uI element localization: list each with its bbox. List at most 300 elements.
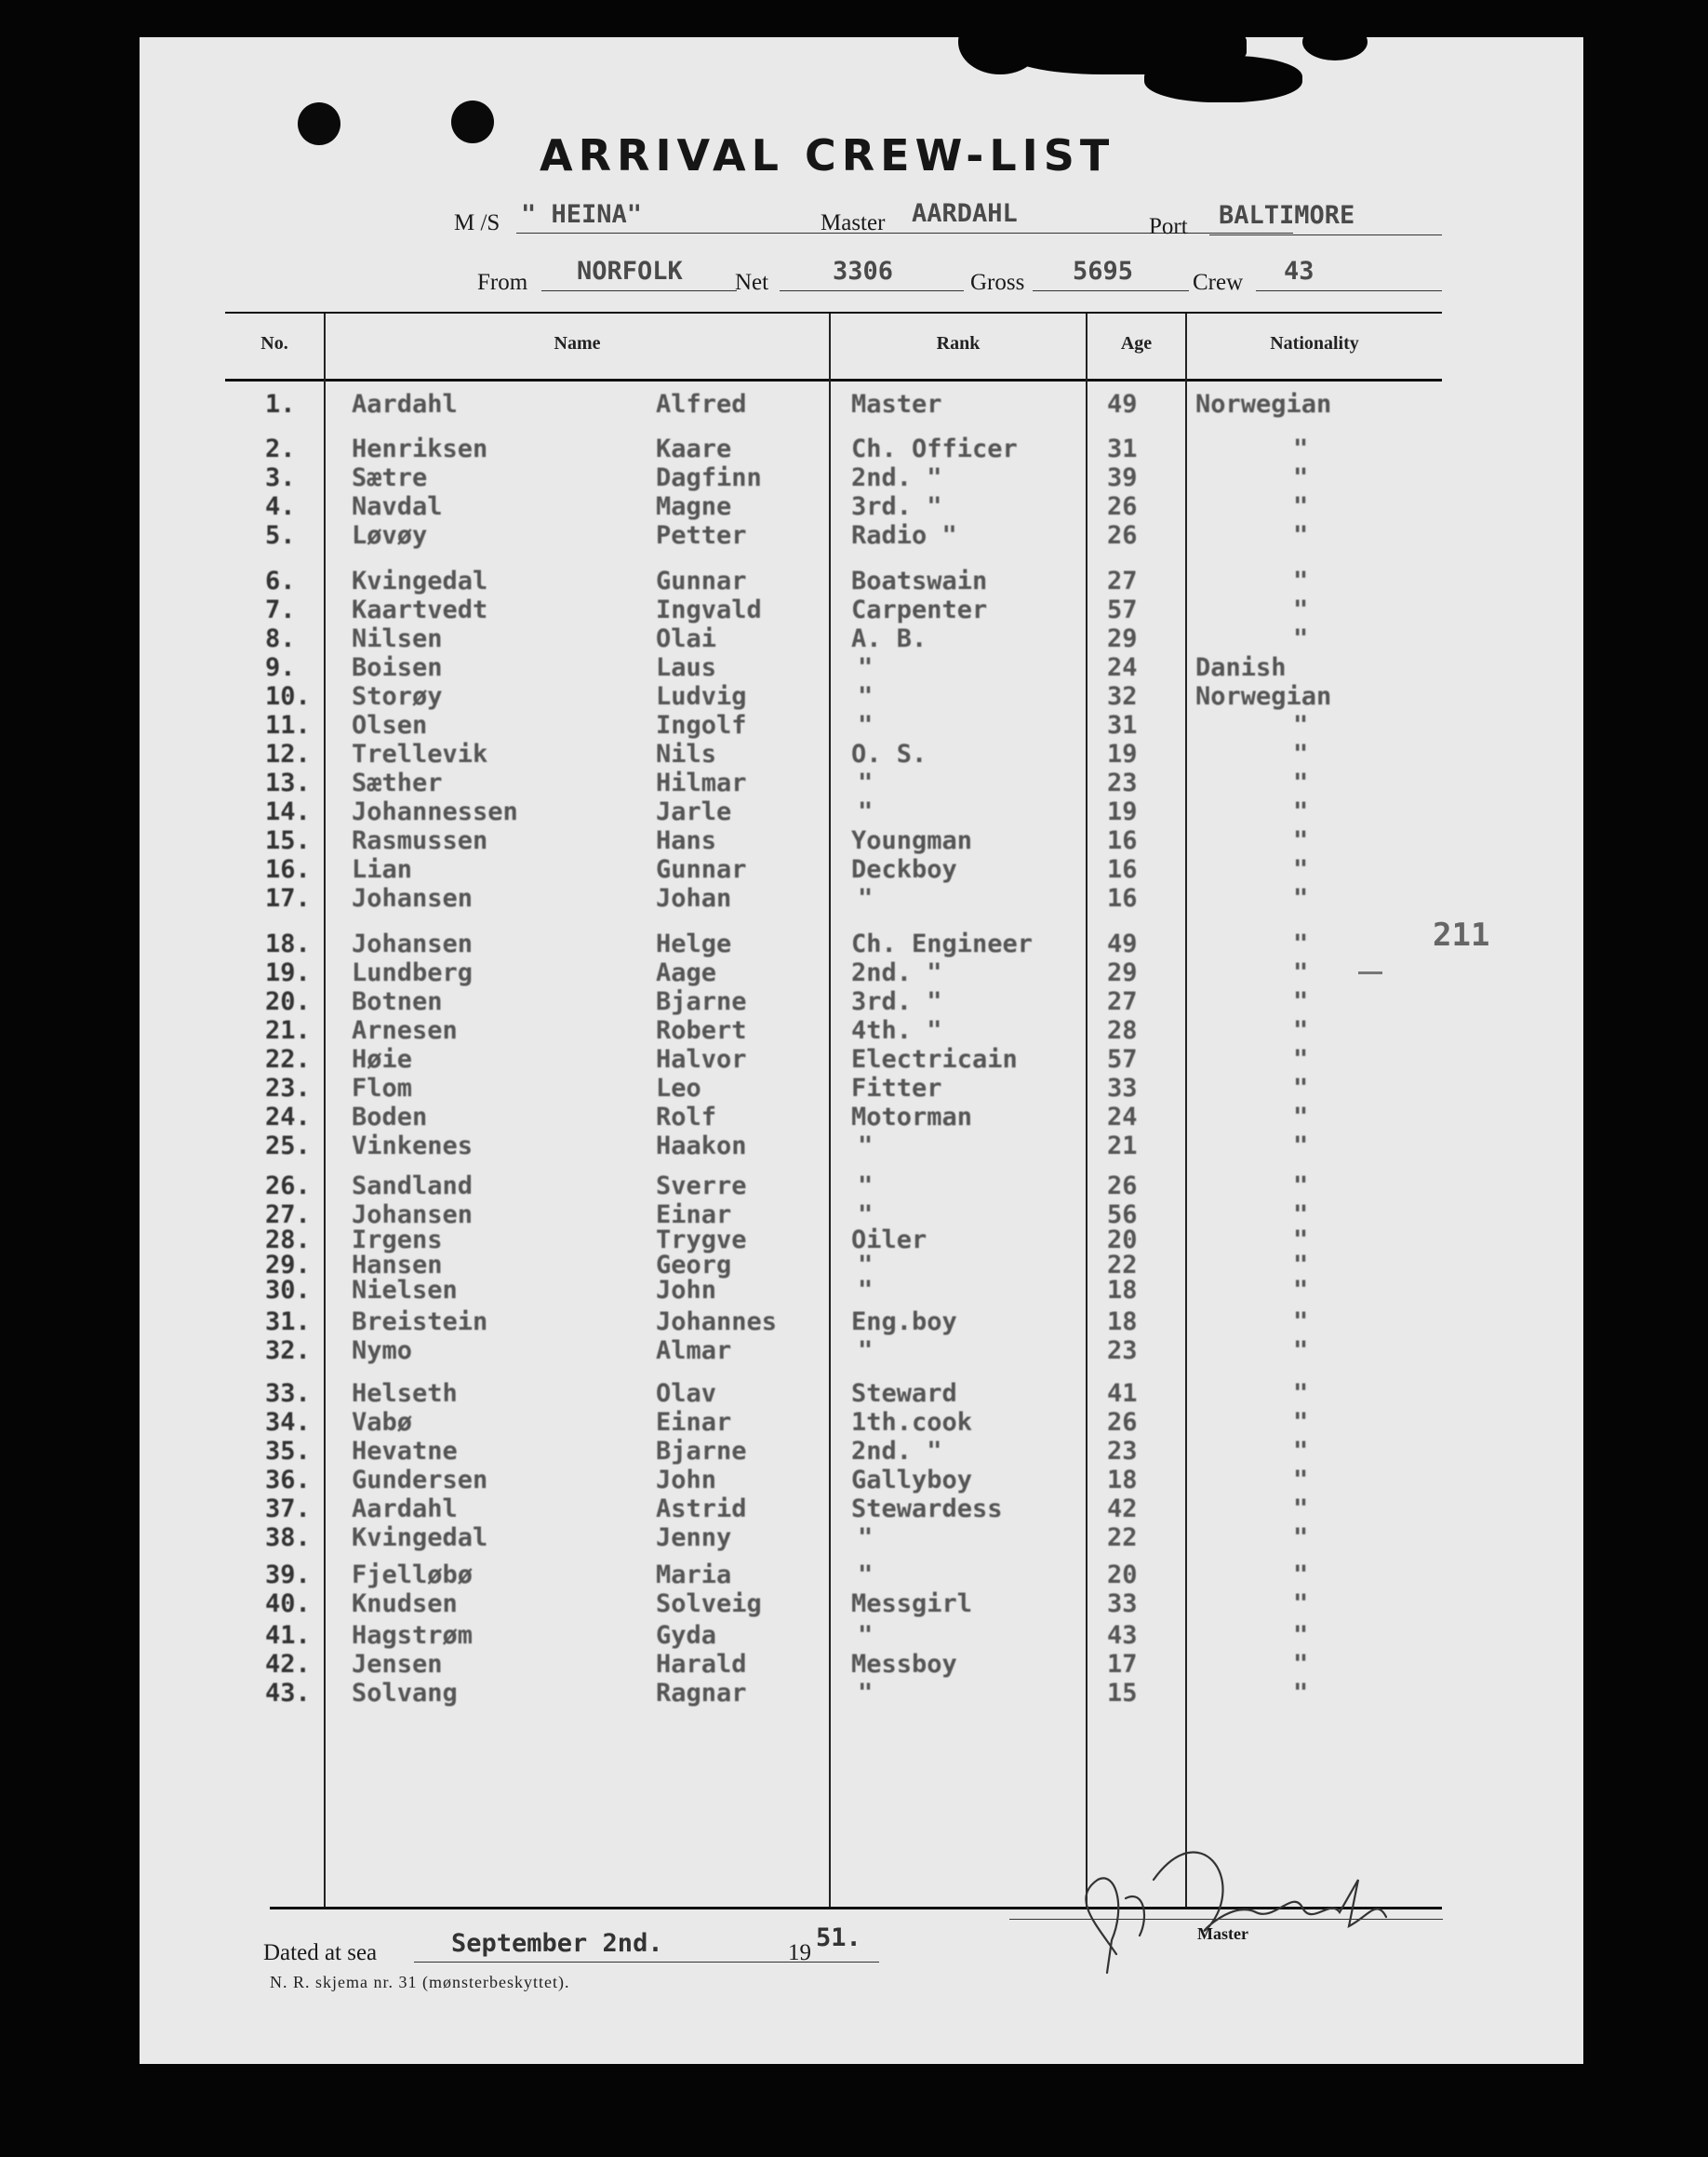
table-row: [140, 1438, 1583, 1466]
crew-age: 15: [1107, 1679, 1138, 1708]
crew-age: 22: [1107, 1251, 1138, 1279]
crew-rank: 2nd. ": [851, 463, 942, 492]
crew-surname: Solvang: [352, 1679, 458, 1708]
column-header-name: Name: [554, 333, 601, 354]
crew-nationality: Danish: [1195, 653, 1287, 682]
crew-surname: Storøy: [352, 682, 443, 711]
crew-surname: Løvøy: [352, 521, 428, 550]
crew-rank: 3rd. ": [851, 492, 942, 521]
crew-age: 22: [1107, 1523, 1138, 1552]
crew-surname: Hansen: [352, 1251, 443, 1279]
crew-nationality: ": [1293, 1132, 1309, 1160]
crew-rank: ": [858, 1523, 874, 1552]
crew-number: 41.: [265, 1621, 311, 1650]
crew-number: 36.: [265, 1466, 311, 1494]
crew-nationality: ": [1293, 567, 1309, 596]
master-label: Master: [821, 210, 886, 235]
crew-rank: Steward: [851, 1379, 957, 1408]
crew-label: Crew: [1193, 270, 1244, 295]
crew-nationality: ": [1293, 1276, 1309, 1305]
crew-number: 7.: [265, 596, 296, 624]
master-signature-label: Master: [1197, 1924, 1248, 1943]
crew-age: 20: [1107, 1226, 1138, 1254]
crew-surname: Trellevik: [352, 740, 488, 769]
crew-surname: Vabø: [352, 1408, 413, 1437]
crew-rank: ": [858, 653, 874, 682]
crew-first-name: Halvor: [656, 1045, 747, 1074]
crew-number: 34.: [265, 1408, 311, 1437]
underline: [902, 233, 1293, 234]
crew-surname: Nymo: [352, 1336, 413, 1365]
table-top-rule: [225, 312, 1442, 314]
crew-count: 43: [1284, 257, 1314, 286]
crew-age: 28: [1107, 1016, 1138, 1045]
crew-nationality: ": [1293, 797, 1309, 826]
crew-rank: ": [858, 1621, 874, 1650]
crew-rank: Radio ": [851, 521, 957, 550]
table-row: [140, 435, 1583, 463]
crew-first-name: Bjarne: [656, 1437, 747, 1466]
crew-nationality: ": [1293, 930, 1309, 958]
crew-number: 2.: [265, 435, 296, 463]
from-label: From: [477, 270, 528, 295]
crew-nationality: ": [1293, 1379, 1309, 1408]
crew-number: 16.: [265, 855, 311, 884]
crew-nationality: ": [1293, 1561, 1309, 1589]
crew-surname: Breistein: [352, 1307, 488, 1336]
crew-first-name: Petter: [656, 521, 747, 550]
crew-first-name: John: [656, 1276, 717, 1305]
crew-first-name: Rolf: [656, 1103, 717, 1132]
crew-age: 18: [1107, 1276, 1138, 1305]
master-name: AARDAHL: [912, 199, 1018, 228]
port-name: BALTIMORE: [1219, 201, 1355, 230]
table-row: [140, 493, 1583, 521]
crew-rank: 1th.cook: [851, 1408, 973, 1437]
crew-number: 21.: [265, 1016, 311, 1045]
underline: [516, 233, 958, 234]
master-signature: [1061, 1824, 1433, 1982]
crew-nationality: ": [1293, 1408, 1309, 1437]
crew-nationality: ": [1293, 1466, 1309, 1494]
crew-surname: Aardahl: [352, 390, 458, 419]
table-row: [140, 1046, 1583, 1074]
crew-surname: Sæther: [352, 769, 443, 797]
table-row: [140, 712, 1583, 740]
crew-age: 26: [1107, 1172, 1138, 1200]
table-row: [140, 1524, 1583, 1552]
crew-first-name: Laus: [656, 653, 717, 682]
crew-first-name: Jenny: [656, 1523, 732, 1552]
crew-rank: Eng.boy: [851, 1307, 957, 1336]
crew-surname: Johansen: [352, 884, 474, 913]
crew-nationality: ": [1293, 1200, 1309, 1229]
crew-nationality: ": [1293, 1589, 1309, 1618]
master-signature-line: [1009, 1919, 1443, 1920]
crew-age: 19: [1107, 740, 1138, 769]
table-row: [140, 931, 1583, 958]
crew-age: 49: [1107, 930, 1138, 958]
underline: [541, 290, 737, 291]
margin-dash: [1358, 971, 1382, 974]
table-row: [140, 1622, 1583, 1650]
gross-tonnage: 5695: [1073, 257, 1134, 286]
crew-surname: Lian: [352, 855, 413, 884]
crew-surname: Boisen: [352, 653, 443, 682]
column-header-nationality: Nationality: [1270, 333, 1359, 354]
crew-age: 17: [1107, 1650, 1138, 1679]
crew-rank: 2nd. ": [851, 958, 942, 987]
torn-edge: [1302, 37, 1368, 60]
crew-surname: Knudsen: [352, 1589, 458, 1618]
table-row: [140, 1380, 1583, 1408]
crew-rank: ": [858, 1132, 874, 1160]
crew-surname: Boden: [352, 1103, 428, 1132]
crew-nationality: ": [1293, 1103, 1309, 1132]
crew-surname: Lundberg: [352, 958, 474, 987]
crew-rank: Oiler: [851, 1226, 927, 1254]
crew-first-name: Ragnar: [656, 1679, 747, 1708]
crew-rank: O. S.: [851, 740, 927, 769]
crew-rank: Youngman: [851, 826, 973, 855]
crew-first-name: Johan: [656, 884, 732, 913]
crew-rank: Boatswain: [851, 567, 988, 596]
crew-nationality: ": [1293, 492, 1309, 521]
crew-first-name: Helge: [656, 930, 732, 958]
crew-first-name: Ingolf: [656, 711, 747, 740]
crew-first-name: Hans: [656, 826, 717, 855]
crew-age: 29: [1107, 958, 1138, 987]
crew-surname: Irgens: [352, 1226, 443, 1254]
crew-rank: ": [858, 682, 874, 711]
crew-first-name: Maria: [656, 1561, 732, 1589]
crew-number: 32.: [265, 1336, 311, 1365]
crew-age: 16: [1107, 884, 1138, 913]
crew-rank: 3rd. ": [851, 987, 942, 1016]
crew-number: 12.: [265, 740, 311, 769]
crew-surname: Flom: [352, 1074, 413, 1103]
crew-first-name: Trygve: [656, 1226, 747, 1254]
crew-rank: ": [858, 1561, 874, 1589]
crew-nationality: Norwegian: [1195, 390, 1332, 419]
underline: [780, 290, 964, 291]
crew-rank: Carpenter: [851, 596, 988, 624]
crew-rank: ": [858, 884, 874, 913]
crew-number: 43.: [265, 1679, 311, 1708]
table-row: [140, 1651, 1583, 1679]
torn-edge: [1144, 56, 1302, 102]
gross-label: Gross: [970, 270, 1025, 295]
net-label: Net: [735, 270, 769, 295]
crew-age: 56: [1107, 1200, 1138, 1229]
crew-age: 19: [1107, 797, 1138, 826]
crew-rank: Ch. Officer: [851, 435, 1018, 463]
crew-first-name: Kaare: [656, 435, 732, 463]
crew-nationality: ": [1293, 1016, 1309, 1045]
crew-first-name: Ludvig: [656, 682, 747, 711]
column-header-age: Age: [1120, 333, 1153, 354]
crew-nationality: ": [1293, 855, 1309, 884]
crew-surname: Aardahl: [352, 1494, 458, 1523]
crew-number: 26.: [265, 1172, 311, 1200]
crew-first-name: Astrid: [656, 1494, 747, 1523]
table-row: [140, 856, 1583, 884]
crew-nationality: ": [1293, 1226, 1309, 1254]
crew-number: 25.: [265, 1132, 311, 1160]
crew-first-name: Olav: [656, 1379, 717, 1408]
crew-number: 37.: [265, 1494, 311, 1523]
crew-number: 9.: [265, 653, 296, 682]
crew-age: 16: [1107, 855, 1138, 884]
table-row: [140, 522, 1583, 550]
crew-rank: ": [858, 1679, 874, 1708]
crew-surname: Gundersen: [352, 1466, 488, 1494]
table-row: [140, 1308, 1583, 1336]
crew-nationality: ": [1293, 1621, 1309, 1650]
crew-rank: A. B.: [851, 624, 927, 653]
crew-number: 42.: [265, 1650, 311, 1679]
crew-nationality: ": [1293, 1494, 1309, 1523]
crew-nationality: ": [1293, 1307, 1309, 1336]
crew-nationality: ": [1293, 624, 1309, 653]
dated-label: Dated at sea: [263, 1940, 378, 1965]
crew-first-name: Magne: [656, 492, 732, 521]
crew-surname: Helseth: [352, 1379, 458, 1408]
table-row: [140, 827, 1583, 855]
year-prefix: 19: [788, 1940, 811, 1965]
crew-surname: Sætre: [352, 463, 428, 492]
crew-number: 6.: [265, 567, 296, 596]
crew-rank: ": [858, 1276, 874, 1305]
crew-age: 26: [1107, 521, 1138, 550]
crew-number: 35.: [265, 1437, 311, 1466]
crew-number: 31.: [265, 1307, 311, 1336]
crew-rank: ": [858, 797, 874, 826]
crew-first-name: Gunnar: [656, 855, 747, 884]
crew-age: 27: [1107, 567, 1138, 596]
crew-age: 24: [1107, 653, 1138, 682]
table-row: [140, 391, 1583, 419]
crew-rank: ": [858, 769, 874, 797]
crew-surname: Arnesen: [352, 1016, 458, 1045]
crew-nationality: ": [1293, 463, 1309, 492]
crew-first-name: Gunnar: [656, 567, 747, 596]
column-header-no: No.: [260, 333, 288, 354]
table-row: [140, 1467, 1583, 1494]
crew-first-name: Dagfinn: [656, 463, 762, 492]
crew-number: 14.: [265, 797, 311, 826]
crew-first-name: Johannes: [656, 1307, 778, 1336]
crew-age: 41: [1107, 1379, 1138, 1408]
crew-surname: Henriksen: [352, 435, 488, 463]
crew-rank: Motorman: [851, 1103, 973, 1132]
crew-number: 11.: [265, 711, 311, 740]
crew-age: 23: [1107, 769, 1138, 797]
crew-first-name: Bjarne: [656, 987, 747, 1016]
crew-first-name: Jarle: [656, 797, 732, 826]
table-row: [140, 741, 1583, 769]
crew-surname: Olsen: [352, 711, 428, 740]
crew-number: 27.: [265, 1200, 311, 1229]
table-row: [140, 1495, 1583, 1523]
crew-age: 42: [1107, 1494, 1138, 1523]
crew-number: 29.: [265, 1251, 311, 1279]
table-row: [140, 464, 1583, 492]
net-tonnage: 3306: [833, 257, 894, 286]
crew-rank: Gallyboy: [851, 1466, 973, 1494]
crew-rank: Master: [851, 390, 942, 419]
crew-age: 57: [1107, 1045, 1138, 1074]
crew-nationality: ": [1293, 596, 1309, 624]
crew-surname: Hagstrøm: [352, 1621, 474, 1650]
crew-number: 22.: [265, 1045, 311, 1074]
crew-rank: Electricain: [851, 1045, 1018, 1074]
crew-rank: Ch. Engineer: [851, 930, 1034, 958]
table-row: [140, 683, 1583, 711]
document-page: [140, 37, 1583, 2064]
crew-number: 17.: [265, 884, 311, 913]
crew-nationality: ": [1293, 987, 1309, 1016]
crew-age: 49: [1107, 390, 1138, 419]
table-row: [140, 1104, 1583, 1132]
crew-nationality: ": [1293, 958, 1309, 987]
crew-number: 19.: [265, 958, 311, 987]
crew-age: 32: [1107, 682, 1138, 711]
punch-hole: [451, 100, 494, 143]
crew-rank: ": [858, 1336, 874, 1365]
crew-first-name: Aage: [656, 958, 717, 987]
crew-age: 27: [1107, 987, 1138, 1016]
crew-nationality: ": [1293, 1679, 1309, 1708]
crew-surname: Fjelløbø: [352, 1561, 474, 1589]
crew-age: 33: [1107, 1589, 1138, 1618]
crew-surname: Johansen: [352, 1200, 474, 1229]
crew-number: 3.: [265, 463, 296, 492]
crew-rank: Fitter: [851, 1074, 942, 1103]
crew-number: 23.: [265, 1074, 311, 1103]
crew-rank: ": [858, 711, 874, 740]
table-row: [140, 1561, 1583, 1589]
crew-rank: Deckboy: [851, 855, 957, 884]
column-header-rank: Rank: [936, 333, 981, 354]
crew-age: 23: [1107, 1437, 1138, 1466]
punch-hole: [298, 102, 340, 145]
crew-nationality: ": [1293, 1074, 1309, 1103]
crew-nationality: ": [1293, 1650, 1309, 1679]
crew-rank: ": [858, 1200, 874, 1229]
crew-nationality: ": [1293, 1251, 1309, 1279]
table-row: [140, 625, 1583, 653]
table-row: [140, 1337, 1583, 1365]
crew-number: 10.: [265, 682, 311, 711]
table-row: [140, 1680, 1583, 1708]
crew-rank: Messboy: [851, 1650, 957, 1679]
crew-first-name: Einar: [656, 1408, 732, 1437]
vessel-name: " HEINA": [521, 200, 643, 229]
crew-age: 18: [1107, 1307, 1138, 1336]
crew-number: 20.: [265, 987, 311, 1016]
crew-age: 16: [1107, 826, 1138, 855]
crew-surname: Hevatne: [352, 1437, 458, 1466]
crew-surname: Sandland: [352, 1172, 474, 1200]
crew-nationality: ": [1293, 1172, 1309, 1200]
crew-number: 40.: [265, 1589, 311, 1618]
crew-rank: 4th. ": [851, 1016, 942, 1045]
crew-age: 31: [1107, 435, 1138, 463]
crew-number: 38.: [265, 1523, 311, 1552]
table-row: [140, 654, 1583, 682]
crew-age: 31: [1107, 711, 1138, 740]
crew-first-name: Alfred: [656, 390, 747, 419]
crew-age: 20: [1107, 1561, 1138, 1589]
crew-first-name: Einar: [656, 1200, 732, 1229]
crew-first-name: Harald: [656, 1650, 747, 1679]
crew-nationality: ": [1293, 435, 1309, 463]
form-reference: N. R. skjema nr. 31 (mønsterbeskyttet).: [270, 1973, 570, 1991]
table-row: [140, 1409, 1583, 1437]
crew-age: 43: [1107, 1621, 1138, 1650]
underline: [1033, 290, 1189, 291]
crew-nationality: ": [1293, 711, 1309, 740]
crew-nationality: ": [1293, 1523, 1309, 1552]
crew-first-name: Leo: [656, 1074, 701, 1103]
crew-surname: Jensen: [352, 1650, 443, 1679]
crew-age: 29: [1107, 624, 1138, 653]
crew-number: 5.: [265, 521, 296, 550]
underline: [1256, 290, 1442, 291]
crew-rank: Stewardess: [851, 1494, 1003, 1523]
crew-number: 30.: [265, 1276, 311, 1305]
crew-nationality: ": [1293, 826, 1309, 855]
table-row: [140, 1132, 1583, 1160]
crew-surname: Kvingedal: [352, 567, 488, 596]
table-row: [140, 1172, 1583, 1200]
crew-nationality: ": [1293, 1437, 1309, 1466]
crew-surname: Botnen: [352, 987, 443, 1016]
from-port: NORFOLK: [577, 257, 683, 286]
crew-first-name: John: [656, 1466, 717, 1494]
crew-rank: 2nd. ": [851, 1437, 942, 1466]
crew-age: 26: [1107, 492, 1138, 521]
crew-rank: ": [858, 1251, 874, 1279]
crew-age: 33: [1107, 1074, 1138, 1103]
crew-surname: Kaartvedt: [352, 596, 488, 624]
table-row: [140, 568, 1583, 596]
table-row: [140, 1277, 1583, 1305]
table-row: [140, 596, 1583, 624]
table-row: [140, 770, 1583, 797]
crew-age: 57: [1107, 596, 1138, 624]
crew-age: 24: [1107, 1103, 1138, 1132]
crew-surname: Kvingedal: [352, 1523, 488, 1552]
crew-number: 18.: [265, 930, 311, 958]
crew-surname: Johannessen: [352, 797, 518, 826]
crew-surname: Johansen: [352, 930, 474, 958]
crew-number: 28.: [265, 1226, 311, 1254]
crew-nationality: ": [1293, 884, 1309, 913]
table-header-rule: [225, 379, 1442, 382]
crew-rank: ": [858, 1172, 874, 1200]
crew-age: 39: [1107, 463, 1138, 492]
crew-nationality: ": [1293, 1336, 1309, 1365]
table-row: [140, 1590, 1583, 1618]
table-row: [140, 798, 1583, 826]
crew-number: 15.: [265, 826, 311, 855]
crew-number: 1.: [265, 390, 296, 419]
crew-first-name: Haakon: [656, 1132, 747, 1160]
crew-number: 13.: [265, 769, 311, 797]
crew-first-name: Solveig: [656, 1589, 762, 1618]
